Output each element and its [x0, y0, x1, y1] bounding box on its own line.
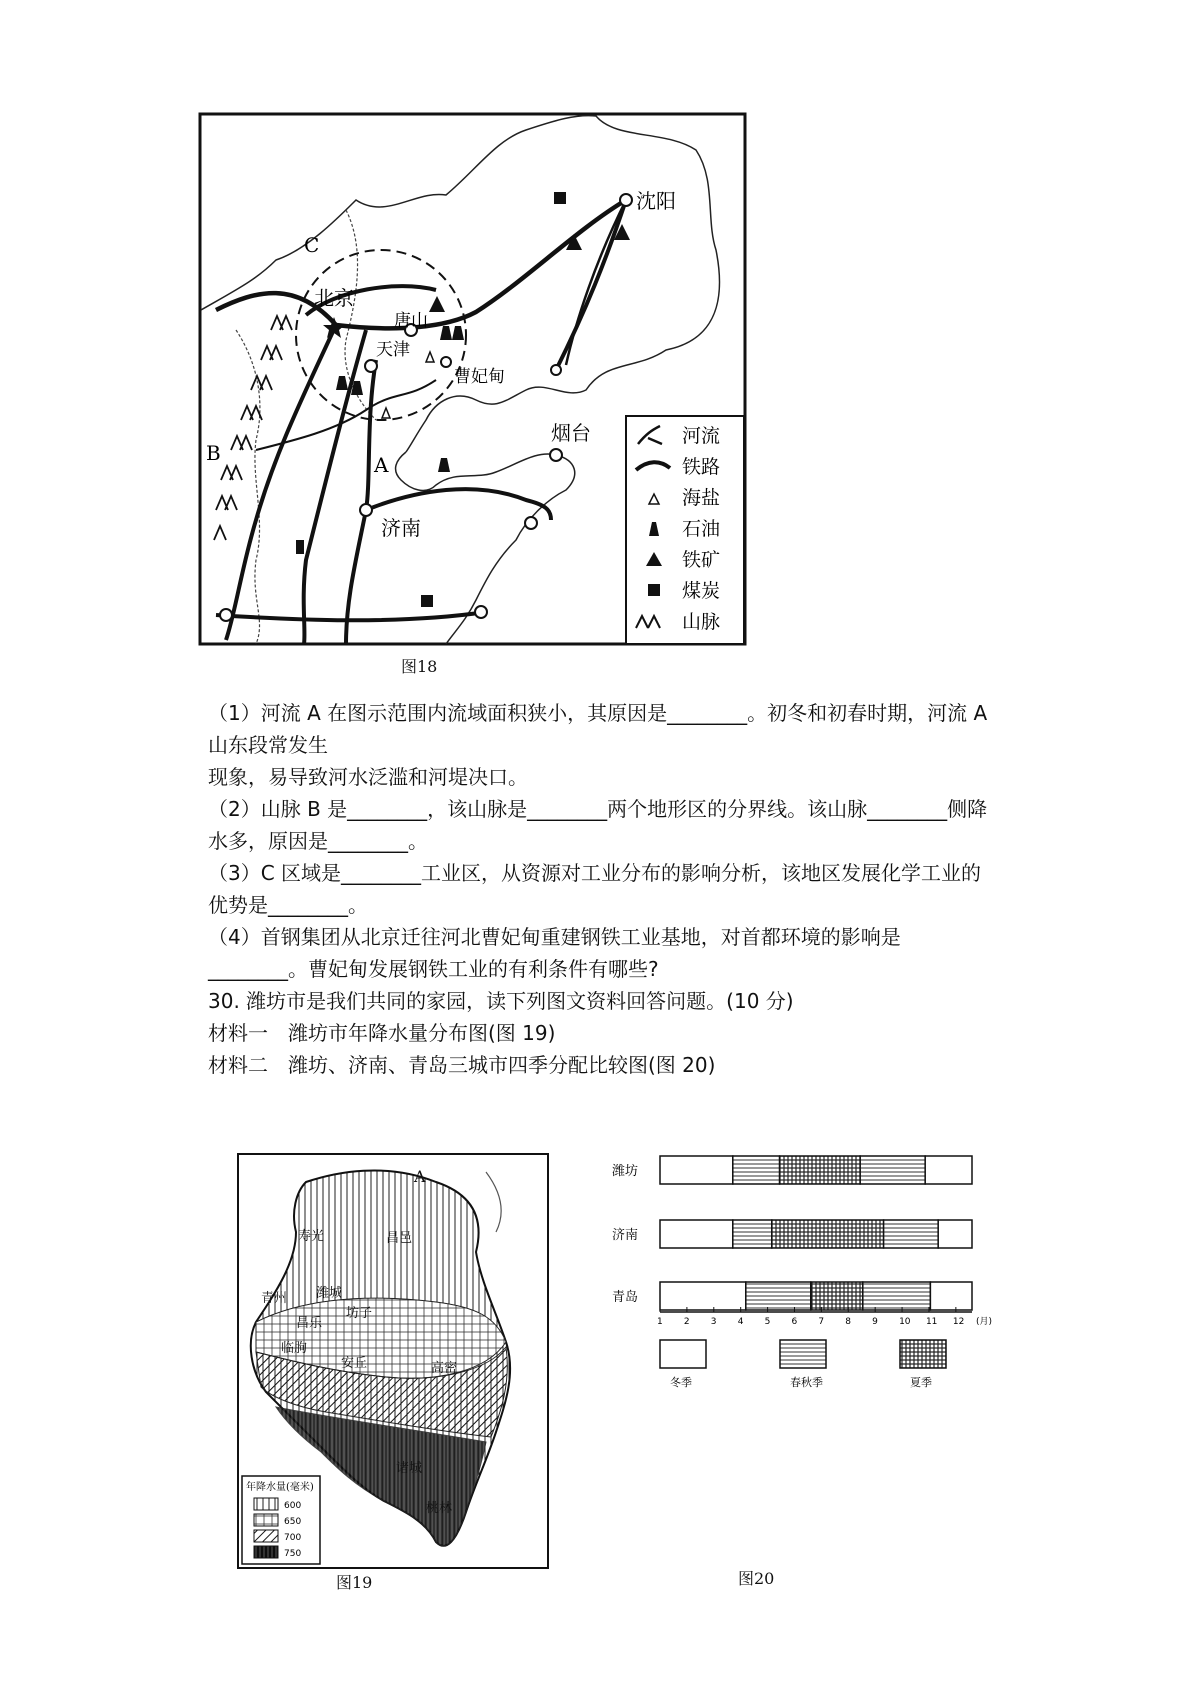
- fig20-tick-label: 4: [737, 1317, 744, 1327]
- fig20-season-segment: [772, 1220, 884, 1248]
- label-yantai: 烟台: [551, 421, 591, 445]
- fig20-season-segment: [863, 1282, 931, 1310]
- fig18-legend-label: 铁路: [682, 456, 721, 478]
- fig18-legend: [626, 416, 744, 644]
- q3-line2: 优势是________。: [208, 893, 368, 917]
- fig20-tick-label: 2: [683, 1317, 690, 1327]
- fig20-city-label: 济南: [612, 1228, 639, 1243]
- label-gaomi: 高密: [431, 1361, 458, 1376]
- q1-line1: （1）河流 A 在图示范围内流域面积狭小，其原因是________。初冬和初春时期，河流 A: [208, 701, 988, 725]
- fig20-season-segment: [860, 1156, 925, 1184]
- fig18-legend-label: 海盐: [682, 487, 721, 509]
- fig19-label-a: A: [414, 1167, 426, 1186]
- q4-line1: （4）首钢集团从北京迁往河北曹妃甸重建钢铁工业基地，对首都环境的影响是: [208, 925, 901, 949]
- fig20-legend-swatch: [660, 1340, 706, 1368]
- fig20-season-segment: [884, 1220, 939, 1248]
- fig20-season-segment: [811, 1282, 863, 1310]
- fig20-tick-label: 7: [818, 1317, 825, 1327]
- fig20-tick-label: 9: [872, 1317, 878, 1327]
- fig20-tick-label: 11: [925, 1317, 938, 1327]
- q2-line2: 水多，原因是________。: [208, 829, 428, 853]
- label-weicheng: 潍城: [316, 1286, 343, 1301]
- figure-19: [236, 1152, 556, 1592]
- coal-symbol: [421, 595, 433, 607]
- fig20-season-segment: [660, 1282, 746, 1310]
- fig20-tick-label: 1: [657, 1317, 663, 1327]
- fig20-legend-label: 春秋季: [790, 1376, 823, 1389]
- fig20-tick-label: 6: [791, 1317, 798, 1327]
- fig18-legend-label: 山脉: [682, 611, 721, 633]
- material-1: 材料一 潍坊市年降水量分布图(图 19): [208, 1021, 556, 1045]
- question-30: 30. 潍坊市是我们共同的家园，读下列图文资料回答问题。(10 分): [208, 989, 794, 1013]
- fig20-tick-label: 3: [710, 1317, 717, 1327]
- fig20-season-segment: [733, 1156, 780, 1184]
- fig20-season-segment: [938, 1220, 972, 1248]
- fig19-legend: [242, 1476, 320, 1564]
- fig20-season-segment: [930, 1282, 972, 1310]
- fig18-legend-label: 河流: [682, 425, 721, 447]
- figure-20-caption: 图20: [738, 1569, 775, 1588]
- fig20-tick-label: 12: [952, 1317, 965, 1327]
- fig19-legend-750: 750: [284, 1549, 302, 1559]
- q2-line1: （2）山脉 B 是________，该山脉是________两个地形区的分界线。该山脉________侧降: [208, 797, 988, 821]
- fig20-season-segment: [746, 1282, 811, 1310]
- fig19-legend-650: 650: [284, 1517, 302, 1527]
- fig20-city-label: 潍坊: [612, 1164, 639, 1179]
- coal-icon: [648, 584, 660, 596]
- fig20-season-segment: [780, 1156, 861, 1184]
- fig19-legend-title: 年降水量(毫米): [246, 1482, 314, 1493]
- label-linqu: 临朐: [281, 1341, 308, 1356]
- label-c: C: [304, 233, 320, 257]
- label-tangshan: 唐山: [394, 311, 428, 331]
- fig19-legend-600: 600: [284, 1501, 302, 1511]
- fig20-season-segment: [660, 1156, 733, 1184]
- fig20-city-label: 青岛: [612, 1290, 639, 1305]
- fig20-season-segment: [733, 1220, 772, 1248]
- label-caofeidian: 曹妃甸: [454, 367, 505, 387]
- label-shouguang: 寿光: [298, 1229, 325, 1244]
- figure-19-caption: 图19: [336, 1573, 373, 1592]
- fig20-legend-swatch: [900, 1340, 946, 1368]
- figure-19-map: [236, 1152, 556, 1592]
- label-beijing: 北京: [314, 286, 354, 310]
- fig20-legend-label: 夏季: [910, 1376, 932, 1389]
- fig20-axis-unit: (月): [976, 1317, 993, 1327]
- figure-20: [600, 1150, 1040, 1590]
- label-qingzhou: 青州: [261, 1291, 288, 1306]
- fig18-legend-label: 铁矿: [682, 549, 721, 571]
- figure-18-caption: 图18: [401, 657, 438, 676]
- label-jinan: 济南: [381, 516, 421, 540]
- fig20-season-segment: [660, 1220, 733, 1248]
- label-zhucheng: 诸城: [396, 1461, 423, 1476]
- label-fangzi: 坊子: [346, 1306, 373, 1321]
- fig20-tick-label: 5: [764, 1317, 771, 1327]
- label-b: B: [206, 441, 221, 465]
- fig20-legend-swatch: [780, 1340, 826, 1368]
- fig19-legend-700: 700: [284, 1533, 302, 1543]
- coal-symbol: [554, 192, 566, 204]
- q1-line3: 现象，易导致河水泛滥和河堤决口。: [208, 765, 528, 789]
- oil-symbol: [296, 540, 304, 554]
- label-tianjin: 天津: [376, 340, 410, 360]
- label-taolin: 桃林: [426, 1501, 453, 1516]
- label-changle: 昌乐: [296, 1316, 323, 1331]
- fig20-legend-label: 冬季: [670, 1376, 692, 1389]
- label-changyi: 昌邑: [386, 1231, 413, 1246]
- fig20-tick-label: 8: [845, 1317, 852, 1327]
- label-anqiu: 安丘: [341, 1356, 368, 1371]
- fig18-legend-label: 石油: [682, 518, 721, 540]
- figure-18-map: [196, 100, 766, 680]
- q3-line1: （3）C 区域是________工业区，从资源对工业分布的影响分析，该地区发展化学工业的: [208, 861, 982, 885]
- fig20-season-segment: [925, 1156, 972, 1184]
- q4-line2: ________。曹妃甸发展钢铁工业的有利条件有哪些?: [208, 957, 659, 981]
- figure-18: [196, 100, 766, 680]
- q1-line2: 山东段常发生: [208, 733, 328, 757]
- fig18-legend-label: 煤炭: [682, 580, 721, 602]
- label-a: A: [374, 453, 389, 477]
- label-shenyang: 沈阳: [636, 189, 676, 213]
- material-2: 材料二 潍坊、济南、青岛三城市四季分配比较图(图 20): [208, 1053, 716, 1077]
- figure-20-chart: [600, 1150, 1040, 1550]
- fig20-tick-label: 10: [899, 1317, 911, 1327]
